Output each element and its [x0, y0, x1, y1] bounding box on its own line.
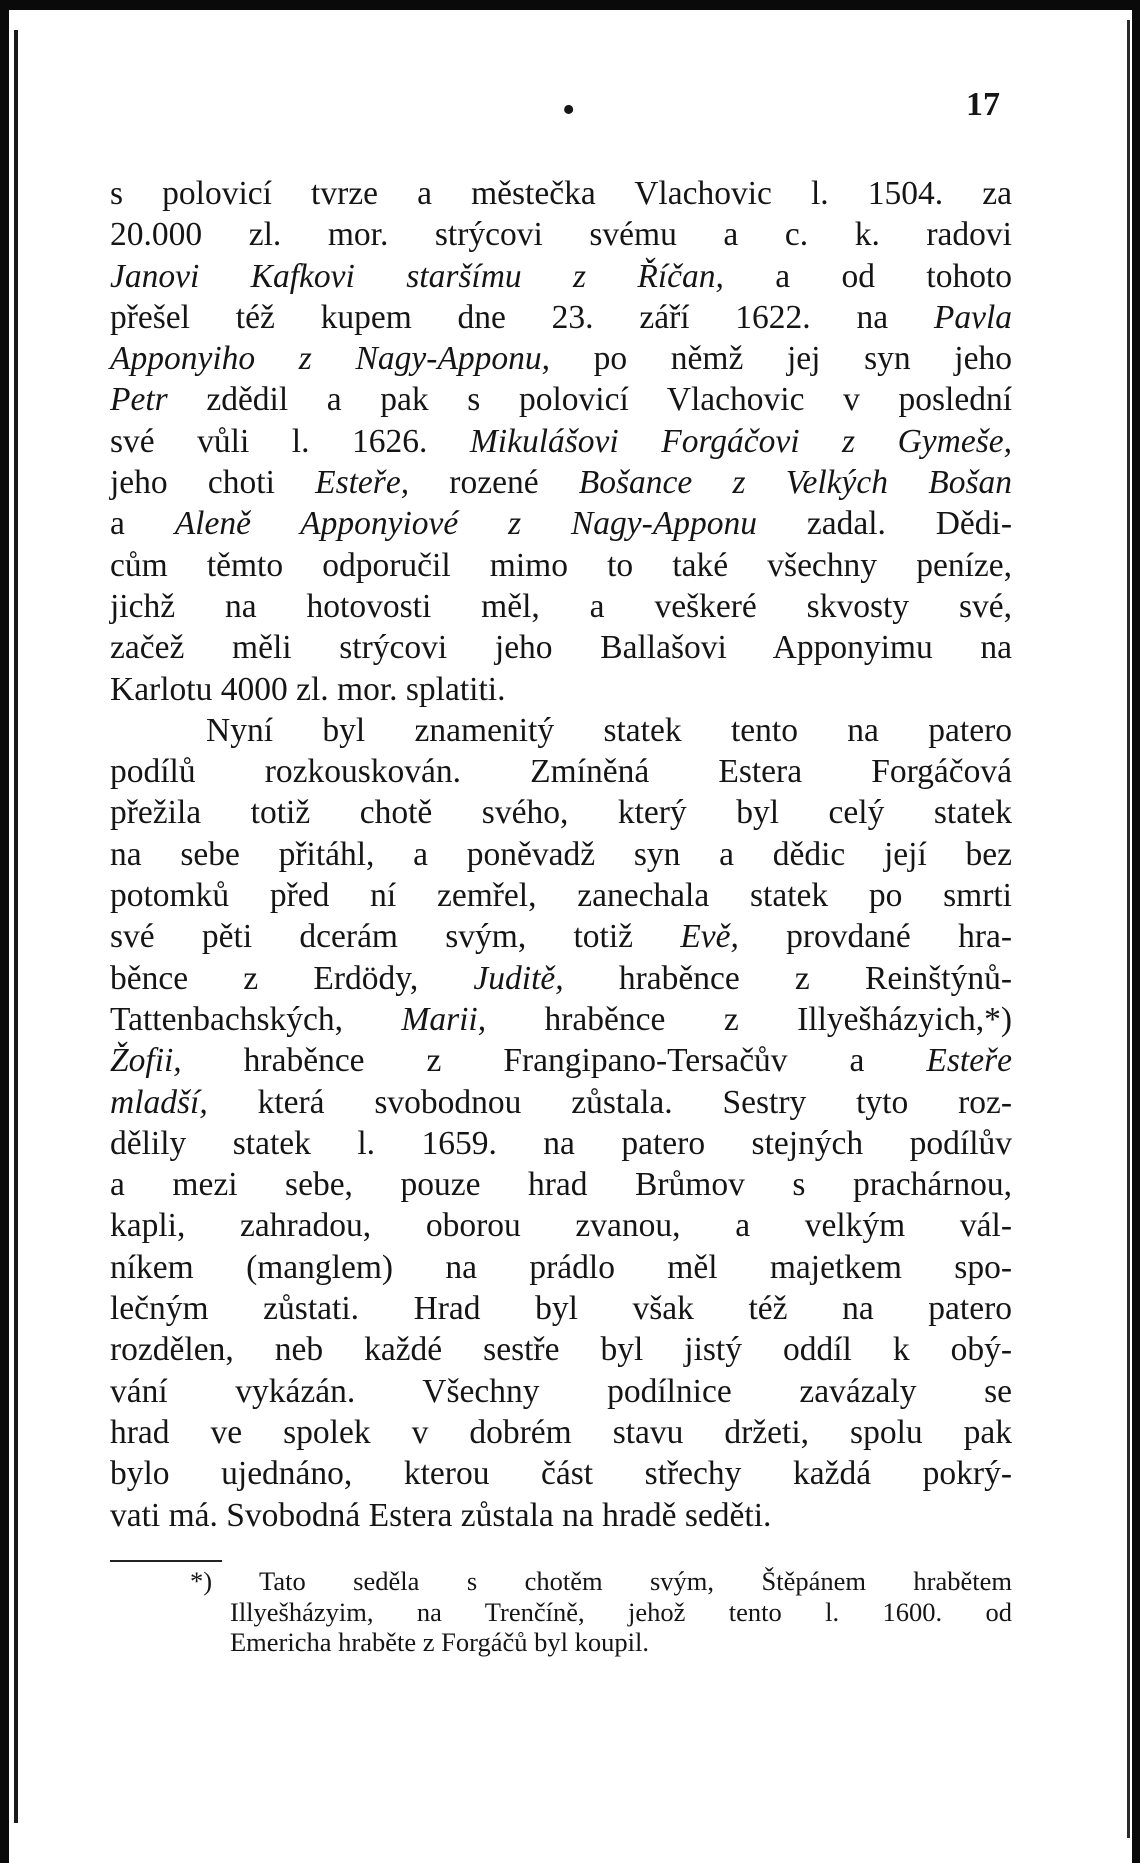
text-run: potomků před ní zemřel, zanechala statek po smrti [110, 877, 1012, 915]
text-line [110, 627, 1012, 668]
text-run: své pěti dcerám svým, totiž [110, 918, 681, 956]
text-line [110, 875, 1012, 916]
text-run: a [110, 505, 175, 543]
scan-border-top [0, 0, 1140, 10]
text-line [110, 1329, 1012, 1370]
text-run: Emericha hraběte z Forgáčů byl koupil. [230, 1627, 649, 1657]
text-run: provdané hra- [738, 918, 1012, 956]
paragraph-1 [110, 173, 1012, 710]
italic-text: Apponyiho z Nagy-Apponu, [110, 340, 550, 378]
text-run: kapli, zahradou, oborou zvanou, a velkým vál- [110, 1207, 1012, 1245]
text-run: hraběnce z Reinštýnů- [563, 959, 1012, 997]
scan-border-right [1132, 0, 1140, 1863]
italic-text: Esteře, [315, 464, 410, 502]
text-run: podílů rozkouskován. Zmíněná Estera Forgáčová [110, 753, 1012, 791]
italic-text: Petr [110, 381, 168, 419]
scan-border-left-inner [14, 30, 18, 1823]
text-run: rozené [409, 464, 579, 502]
text-line [110, 792, 1012, 833]
text-line [110, 1082, 1012, 1123]
text-run: a od tohoto [723, 257, 1012, 295]
text-run: jichž na hotovosti měl, a veškeré skvosty své, [110, 587, 1012, 625]
text-line [110, 256, 1012, 297]
text-run: 20.000 zl. mor. strýcovi svému a c. k. radovi [110, 216, 1012, 254]
text-run: běnce z Erdödy, [110, 959, 474, 997]
header-bullet: • [562, 89, 576, 131]
text-line [110, 999, 1012, 1040]
text-run: níkem (manglem) na prádlo měl majetkem spo- [110, 1248, 1012, 1286]
text-run: Karlotu 4000 zl. mor. splatiti. [110, 670, 506, 708]
text-line [110, 503, 1012, 544]
text-line [110, 710, 1012, 751]
text-run: vání vykázán. Všechny podílnice zavázaly se [110, 1372, 1012, 1410]
text-run: cům těmto odporučil mimo to také všechny peníze, [110, 546, 1012, 584]
text-line [110, 1627, 1012, 1658]
text-line [110, 297, 1012, 338]
text-run: po němž jej syn jeho [549, 340, 1012, 378]
text-run: s polovicí tvrze a městečka Vlachovic l. 1504. za [110, 175, 1012, 212]
text-run: na sebe přitáhl, a poněvadž syn a dědic její bez [110, 835, 1012, 873]
text-run: jeho choti [110, 464, 316, 502]
text-run: Nyní byl znamenitý statek tento na patero [206, 711, 1012, 749]
text-run: lečným zůstati. Hrad byl však též na patero [110, 1290, 1012, 1328]
scan-border-left [0, 0, 9, 1863]
italic-text: Mikulášovi Forgáčovi z Gymeše, [469, 422, 1012, 460]
footnote [110, 1566, 1012, 1658]
page-number: 17 [966, 86, 1000, 123]
text-run: a mezi sebe, pouze hrad Brůmov s prachárnou, [110, 1166, 1012, 1204]
text-run: která svobodnou zůstala. Sestry tyto roz- [207, 1083, 1012, 1121]
text-line [110, 214, 1012, 255]
text-run: rozdělen, neb každé sestře byl jistý oddíl k obý- [110, 1331, 1012, 1369]
text-run: *) Tato seděla s chotěm svým, Štěpánem hrabětem [190, 1566, 1012, 1596]
italic-text: Pavla [933, 298, 1012, 336]
text-run: hrad ve spolek v dobrém stavu držeti, spolu pak [110, 1413, 1012, 1451]
text-line [110, 1495, 1012, 1536]
text-line [110, 1288, 1012, 1329]
italic-text: Evě, [680, 918, 739, 956]
text-run: hraběnce z Frangipano-Tersačův a [181, 1042, 927, 1080]
text-run: své vůli l. 1626. [110, 422, 470, 460]
text-line [110, 421, 1012, 462]
text-line [110, 1164, 1012, 1205]
text-line [110, 916, 1012, 957]
text-run: Tattenbachských, [110, 1000, 402, 1038]
italic-text: Janovi Kafkovi staršímu z Říčan, [110, 257, 724, 295]
text-run: zdědil a pak s polovicí Vlachovic v poslední [167, 381, 1012, 419]
text-line [110, 1453, 1012, 1494]
text-line [110, 1040, 1012, 1081]
italic-text: Marii, [401, 1000, 487, 1038]
text-line [110, 834, 1012, 875]
text-line [110, 545, 1012, 586]
italic-text: Juditě, [473, 959, 564, 997]
scan-border-right-inner [1127, 20, 1130, 1838]
italic-text: mladší, [110, 1083, 208, 1121]
body-text [110, 173, 1012, 1536]
text-line [110, 1597, 1012, 1628]
text-line [110, 586, 1012, 627]
footnote-rule [110, 1560, 222, 1562]
text-run: začež měli strýcovi jeho Ballašovi Apponyimu na [110, 629, 1012, 667]
text-line [110, 338, 1012, 379]
text-line [110, 1371, 1012, 1412]
text-run: zadal. Dědi- [757, 505, 1012, 543]
paragraph-2 [110, 710, 1012, 1536]
text-line [110, 1247, 1012, 1288]
text-run: přežila totiž chotě svého, který byl celý statek [110, 794, 1012, 832]
italic-text: Bošance z Velkých Bošan [578, 464, 1012, 502]
text-run: vati má. Svobodná Estera zůstala na hradě seděti. [110, 1496, 772, 1534]
text-line [110, 1205, 1012, 1246]
text-line [110, 1412, 1012, 1453]
text-line [110, 958, 1012, 999]
text-line [110, 379, 1012, 420]
text-line [110, 173, 1012, 214]
page-header [110, 80, 1000, 130]
text-run: hraběnce z Illyešházyich,*) [486, 1000, 1012, 1038]
text-run: přešel též kupem dne 23. září 1622. na [110, 298, 934, 336]
text-line [110, 751, 1012, 792]
text-line [110, 669, 1012, 710]
text-run: Illyešházyim, na Trenčíně, jehož tento l. 1600. od [230, 1596, 1012, 1627]
italic-text: Esteře [926, 1042, 1012, 1080]
italic-text: Aleně Apponyiové z Nagy-Apponu [174, 505, 758, 543]
text-line [110, 462, 1012, 503]
text-line [110, 1123, 1012, 1164]
text-line [110, 1566, 1012, 1597]
text-run: dělily statek l. 1659. na patero stejných podílův [110, 1124, 1012, 1162]
text-run: bylo ujednáno, kterou část střechy každá pokrý- [110, 1455, 1012, 1493]
italic-text: Žofii, [110, 1042, 182, 1080]
